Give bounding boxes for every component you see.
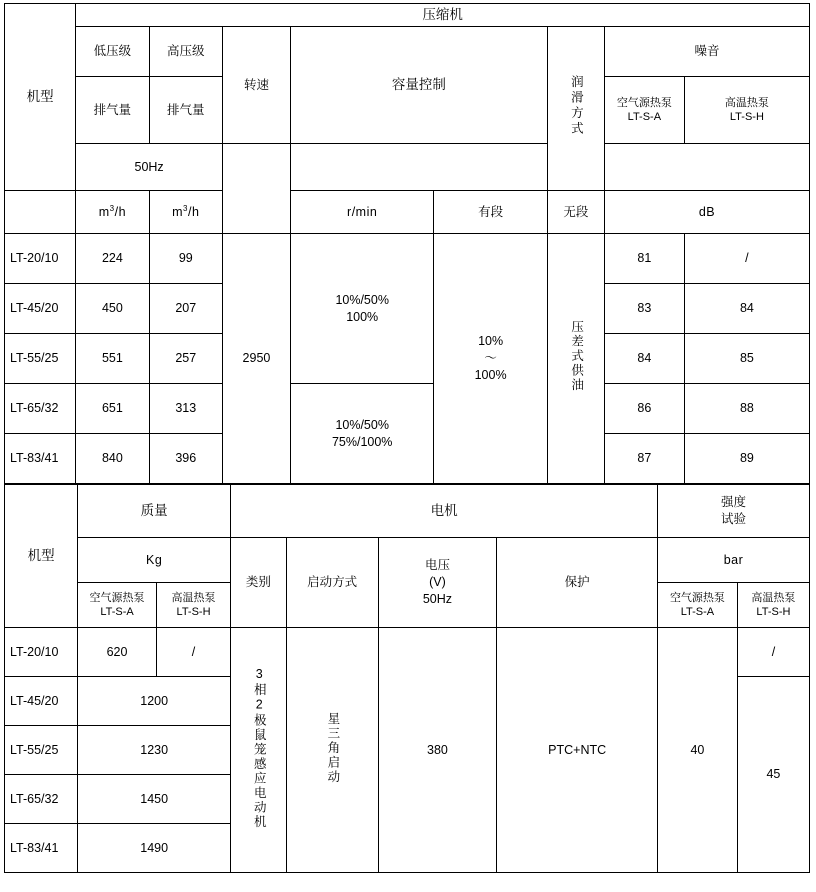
upper-row-flow-high: 257 xyxy=(149,334,222,384)
lower-row-model: LT-55/25 xyxy=(5,726,78,775)
lower-row-model: LT-45/20 xyxy=(5,677,78,726)
upper-row-flow-high: 99 xyxy=(149,234,222,284)
upper-row-flow-high: 313 xyxy=(149,384,222,434)
category-value xyxy=(231,628,286,873)
high-pressure-header: 高压级 xyxy=(149,27,222,77)
unit-flow-high: $m^3/h$ xyxy=(149,191,222,234)
upper-row-model: LT-65/32 xyxy=(5,384,76,434)
lubrication-header xyxy=(547,27,604,191)
lubrication-value-label: 压差式供油 xyxy=(569,320,584,393)
upper-row-flow-low: 840 xyxy=(76,434,149,484)
upper-row-noise-h: / xyxy=(684,234,809,284)
lower-row-model: LT-20/10 xyxy=(5,628,78,677)
lower-row-mass-span: 1490 xyxy=(78,824,231,873)
upper-row-flow-low: 450 xyxy=(76,284,149,334)
upper-row-noise-a: 86 xyxy=(604,384,684,434)
stepless-value: 10% ～ 100% xyxy=(434,234,547,484)
compressor-spec-table xyxy=(4,3,810,484)
lower-row-mass-a: 620 xyxy=(78,628,157,677)
mass-header: 质量 xyxy=(78,485,231,538)
noise-header: 噪音 xyxy=(604,27,809,77)
motor-header: 电机 xyxy=(231,485,658,538)
exhaust-low-header: 排气量 xyxy=(76,77,149,144)
upper-row-model: LT-83/41 xyxy=(5,434,76,484)
voltage-value: 380 xyxy=(378,628,497,873)
upper-row-model: LT-20/10 xyxy=(5,234,76,284)
mass-high-temp-header: 高温热泵 LT-S-H xyxy=(156,583,230,628)
upper-model-header: 机型 xyxy=(5,4,76,191)
start-mode-value xyxy=(286,628,378,873)
strength-high-temp-header: 高温热泵 LT-S-H xyxy=(737,583,809,628)
protection-value: PTC+NTC xyxy=(497,628,658,873)
table-row xyxy=(5,234,810,284)
table-row xyxy=(5,27,810,77)
stepped-header: 有段 xyxy=(434,191,547,234)
upper-row-flow-high: 396 xyxy=(149,434,222,484)
lower-row-mass-h: / xyxy=(156,628,230,677)
unit-speed: r/min xyxy=(290,191,434,234)
upper-row-noise-h: 89 xyxy=(684,434,809,484)
strength-h-value-first: / xyxy=(737,628,809,677)
lower-row-mass-span: 1230 xyxy=(78,726,231,775)
lower-row-model: LT-65/32 xyxy=(5,775,78,824)
strength-h-value-rest: 45 xyxy=(737,677,809,873)
noise-high-temp-header: 高温热泵 LT-S-H xyxy=(684,77,809,144)
lower-model-header: 机型 xyxy=(5,485,78,628)
upper-row-noise-a: 83 xyxy=(604,284,684,334)
upper-row-model: LT-55/25 xyxy=(5,334,76,384)
capacity-control-header: 容量控制 xyxy=(290,27,547,144)
unit-label-model xyxy=(5,191,76,234)
noise-air-source-header: 空气源热泵 LT-S-A xyxy=(604,77,684,144)
voltage-header: 电压 (V) 50Hz xyxy=(378,538,497,628)
speed-value: 2950 xyxy=(222,234,290,484)
upper-row-noise-h: 88 xyxy=(684,384,809,434)
upper-row-flow-low: 651 xyxy=(76,384,149,434)
upper-row-noise-a: 87 xyxy=(604,434,684,484)
upper-row-flow-low: 551 xyxy=(76,334,149,384)
table-row xyxy=(5,485,810,538)
upper-row-noise-h: 85 xyxy=(684,334,809,384)
lower-row-mass-span: 1450 xyxy=(78,775,231,824)
unit-noise: dB xyxy=(604,191,809,234)
table-row xyxy=(5,144,810,191)
lower-row-model: LT-83/41 xyxy=(5,824,78,873)
upper-row-flow-low: 224 xyxy=(76,234,149,284)
stepless-header: 无段 xyxy=(547,191,604,234)
upper-row-flow-high: 207 xyxy=(149,284,222,334)
table-row xyxy=(5,191,810,234)
exhaust-high-header: 排气量 xyxy=(149,77,222,144)
category-value-label: 3相2极鼠笼感应电动机 xyxy=(252,666,267,830)
upper-row-noise-a: 81 xyxy=(604,234,684,284)
table-row xyxy=(5,4,810,27)
upper-row-noise-h: 84 xyxy=(684,284,809,334)
strength-air-source-header: 空气源热泵 LT-S-A xyxy=(658,583,738,628)
lower-row-mass-span: 1200 xyxy=(78,677,231,726)
upper-title: 压缩机 xyxy=(76,4,810,27)
strength-test-header: 强度 试验 xyxy=(658,485,810,538)
spec-sheet xyxy=(0,3,816,892)
table-row xyxy=(5,384,810,434)
strength-a-value: 40 xyxy=(658,628,738,873)
protection-header: 保护 xyxy=(497,538,658,628)
upper-row-model: LT-45/20 xyxy=(5,284,76,334)
mass-unit-header: Kg xyxy=(78,538,231,583)
upper-row-noise-a: 84 xyxy=(604,334,684,384)
speed-header: 转速 xyxy=(222,27,290,144)
lubrication-header-label: 润滑方式 xyxy=(569,75,584,138)
start-mode-value-label: 星三角启动 xyxy=(325,711,340,785)
stepped-group-2: 10%/50% 75%/100% xyxy=(290,384,434,484)
mass-air-source-header: 空气源热泵 LT-S-A xyxy=(78,583,157,628)
motor-spec-table xyxy=(4,484,810,873)
strength-unit-header: bar xyxy=(658,538,810,583)
start-mode-header: 启动方式 xyxy=(286,538,378,628)
category-header: 类别 xyxy=(231,538,286,628)
low-pressure-header: 低压级 xyxy=(76,27,149,77)
table-row xyxy=(5,628,810,677)
lubrication-value xyxy=(547,234,604,484)
freq-header: 50Hz xyxy=(76,144,223,191)
unit-flow-low: $m^3/h$ xyxy=(76,191,149,234)
stepped-group-1: 10%/50% 100% xyxy=(290,234,434,384)
